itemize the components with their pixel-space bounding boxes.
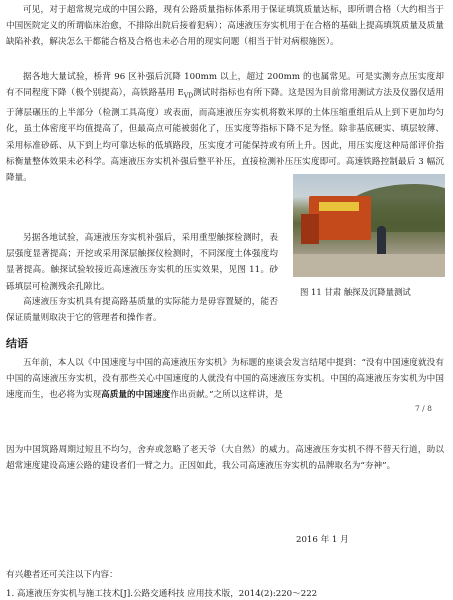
paragraph-test-data-end: 测试时指标也有所下降。这是因为目前常用测试方法及仪器仅适用于薄层碾压的上半部分（检测工具高度）或表面，而高速液压夯实机将数米厚的土体压缩重组后从上到下更加均匀化，虽土体密度平均值提高了，但最高点可能被弱化了，压实度等指标下降不足为怪。除非基底硬实、填层较薄、采用标准砂砾、从下到上均可靠达标的低填路段，压实度才可能保持或有所上升。因此，用压实度这种局部评价指标衡量整体效果未必科学。高速液压夯实机补强后整平补压，直接检测补压压实度即可。高速铁路控制最后 3 幅沉降量。 [6,88,445,183]
paragraph-capability: 高速液压夯实机具有提高路基质量的实际能力是毋容置疑的，能否保证质量则取决于它的管理者和操作者。 [6,297,278,324]
page-separator [0,414,453,432]
paragraph-conclusion [6,355,444,404]
paragraph-brand-name: 因为中国筑路周期过短且不均匀，舍弃或忽略了老天爷（大自然）的威力。高速液压夯实机不得不替天行道，助以超常速度建设高速公路的建设者们一臂之力。正因如此，我公司高速液压夯实机的品牌取名为“夯神”。 [6,445,444,472]
photo-truck-sign [319,202,359,211]
photo-truck-cab [301,214,319,244]
conclusion-heading: 结语 [6,337,28,350]
references-title: 有兴趣者还可关注以下内容： [6,570,118,580]
document-date: 2016 年 1 月 [296,535,349,545]
reference-item: 1. 高速液压夯实机与施工技术[J].公路交通科技 应用技术版，2014(2):220～222 [6,589,318,599]
paragraph-penetration-test: 另据各地试验，高速液压夯实机补强后，采用重型触探检测时，表层强度显著提高；开挖或采用深层触探仪检测时，不同深度土体强度均显著提高。触探试验较接近高速液压夯实机的压实效果，见图 11。砂砾填层可检测残余孔隙比。 [6,233,278,292]
conclusion-bold-text: 高质量的中国速度 [101,390,171,401]
figure-11-photo [293,174,445,277]
paragraph-test-data [6,69,444,186]
paragraph-test-data-start: 据各地大量试验，桥背 96 区补强后沉降 100mm 以上，超过 200mm 的也属常见。可是实测夯点压实度却有不同程度下降（极个别提高），高铁路基用 E [6,72,444,99]
evd-subscript: VD [183,92,194,100]
photo-ground [293,254,445,277]
paragraph-quality-index: 可见，对于超常规完成的中国公路，现有公路质量指标体系用于保证填筑质量达标，即所谓合格（大约相当于中国医院定义的所谓临床治愈，不排除出院后接着犯病）；高速液压夯实机用于在合格的基础上提高填筑质量及质量缺陷补救，解决怎么干都能合格及合格也未必合用的现实问题（相当于针对病根施医）。 [6,5,444,48]
conclusion-text-start: 五年前，本人以《中国速度与中国的高速液压夯实机》为标题的座谈会发言结尾中提到：“没有中国速度就没有中国的高速液压夯实机，没有那些关心中国速度的人就没有中国的高速液压夯实机。中国的高速液压夯实机为中国速度而生，也必将为实现 [6,358,444,401]
figure-11-caption: 图 11 甘肃 触探及沉降量测试 [300,287,411,297]
conclusion-text-end: 作出贡献。”之所以这样讲，是 [170,390,283,401]
page-number: 7 / 8 [415,404,432,413]
